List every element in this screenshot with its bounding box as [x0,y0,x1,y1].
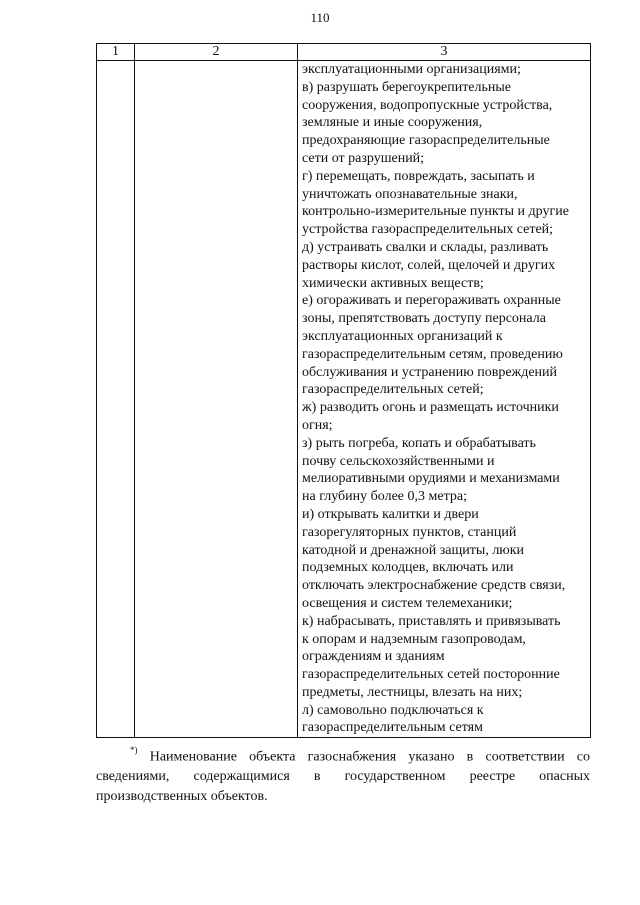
text-line: в) разрушать берегоукрепительные [302,79,512,95]
text-line: отключать электроснабжение средств связи, [302,578,566,594]
text-line: обслуживания и устранению повреждений [302,364,558,380]
table-row [97,61,591,738]
text-line: контрольно-измерительные пункты и другие [302,204,569,220]
text-line: д) устраивать свалки и склады, разливать [302,239,549,255]
text-line: земляные и иные сооружения, [302,115,483,131]
text-line: предохраняющие газораспределительные [302,133,550,149]
text-line: зоны, препятствовать доступу персонала [302,311,546,327]
text-line: к опорам и надземным газопроводам, [302,631,526,647]
text-line: эксплуатационными организациями; [302,62,521,77]
table-header-row [97,44,591,61]
text-line: устройства газораспределительных сетей; [302,222,554,238]
text-line: почву сельскохозяйственными и [302,453,495,469]
text-line: ограждениям и зданиям [302,649,445,665]
text-line: мелиоративными орудиями и механизмами [302,471,560,487]
text-line: к) набрасывать, приставлять и привязывать [302,613,561,629]
text-line: и) открывать калитки и двери [302,506,479,522]
table-cell-col-2 [135,61,298,738]
page-number: 110 [310,10,330,25]
column-header-1: 1 [97,44,135,61]
table-cell-col-1 [97,61,135,738]
text-line: газораспределительным сетям [302,720,483,736]
footnote [96,743,590,806]
text-line: сооружения, водопропускные устройства, [302,97,553,113]
footnote-line-1 [96,743,590,767]
text-line: уничтожать опознавательные знаки, [302,186,518,202]
document-table [96,43,591,738]
footnote-line-3: производственных объектов. [96,788,268,804]
column-header-2: 2 [135,44,298,61]
text-line: е) огораживать и перегораживать охранные [302,293,561,309]
footnote-line-2: сведениями, содержащимися в государственном реестре опасных [96,769,590,785]
text-line: предметы, лестницы, влезать на них; [302,684,523,700]
text-line: на глубину более 0,3 метра; [302,489,467,505]
text-line: сети от разрушений; [302,150,425,166]
footnote-text-1: Наименование объекта газоснабжения указано в соответствии со [149,749,590,765]
text-line: газораспределительным сетям, проведению [302,346,563,362]
footnote-marker: *) [130,745,138,755]
text-line: газораспределительных сетей посторонние [302,667,560,683]
text-line: подземных колодцев, включать или [302,560,514,576]
text-line: химически активных веществ; [302,275,484,291]
text-line: газораспределительных сетей; [302,382,484,398]
text-line: г) перемещать, повреждать, засыпать и [302,168,535,184]
text-line: газорегуляторных пунктов, станций [302,524,517,540]
column-header-3: 3 [298,44,591,61]
table-cell-col-3 [298,61,591,738]
text-line: л) самовольно подключаться к [302,702,484,718]
text-line: огня; [302,417,333,433]
text-line: эксплуатационных организаций к [302,328,503,344]
col3-text-block [298,61,590,737]
text-line: ж) разводить огонь и размещать источники [302,400,559,416]
text-line: растворы кислот, солей, щелочей и других [302,257,556,273]
text-line: освещения и систем телемеханики; [302,595,513,611]
text-line: катодной и дренажной защиты, люки [302,542,525,558]
text-line: з) рыть погреба, копать и обрабатывать [302,435,536,451]
